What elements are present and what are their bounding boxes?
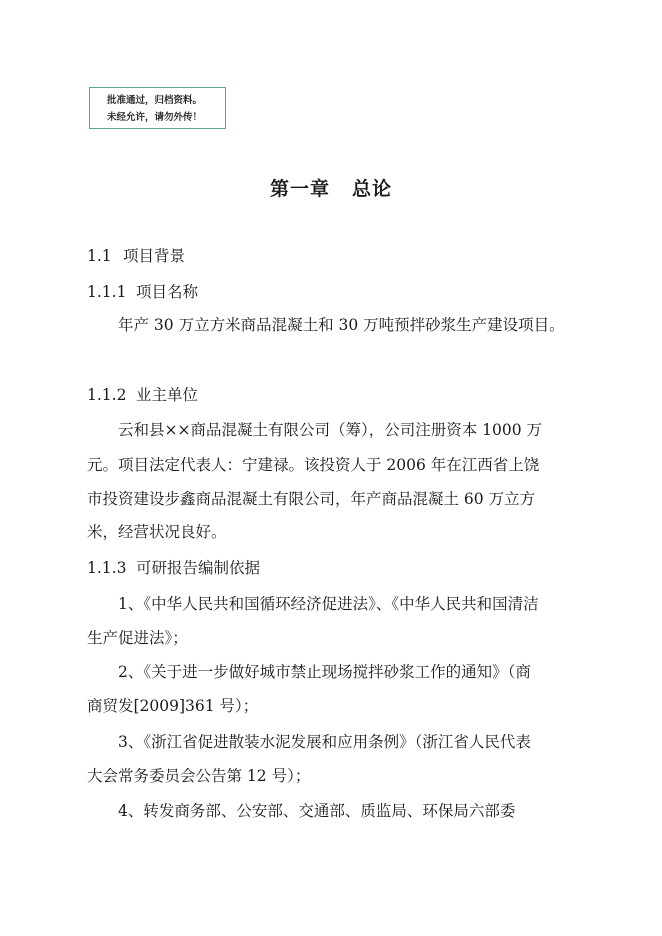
project-name-text: 年产 30 万立方米商品混凝土和 30 万吨预拌砂浆生产建设项目。 [118,316,565,334]
section-title: 项目名称 [136,283,199,301]
basis-text-line: 商贸发[2009]361 号）； [87,697,259,715]
section-heading-1-1-3 [87,557,260,579]
owner-text-line: 元。项目法定代表人：宁建禄。该投资人于 2006 年在江西省上饶 [87,456,540,474]
owner-text-line: 米，经营状况良好。 [87,523,227,541]
stamp-line-1: 批准通过，归档资料。 [107,95,203,106]
chapter-number: 第一章 [269,178,330,200]
basis-text-line: 大会常务委员会公告第 12 号）； [87,767,311,785]
basis-text-line: 4、转发商务部、公安部、交通部、质监局、环保局六部委 [118,802,516,820]
section-number: 1.1 [87,247,112,265]
section-heading-1-1-1 [87,281,198,303]
section-title: 可研报告编制依据 [136,559,261,577]
section-heading-1-1-2 [87,384,198,406]
owner-text-line: 市投资建设步鑫商品混凝土有限公司，年产商品混凝土 60 万立方 [87,490,536,508]
stamp-line-2: 未经允许，请勿外传！ [107,112,203,123]
section-number: 1.1.3 [87,559,127,577]
section-heading-1-1 [87,245,185,267]
basis-text-line: 2、《关于进一步做好城市禁止现场搅拌砂浆工作的通知》（商 [118,663,531,681]
section-title: 业主单位 [136,386,199,404]
chapter-name: 总论 [352,178,393,200]
basis-text-line: 生产促进法》； [87,629,188,647]
section-number: 1.1.1 [87,283,127,301]
basis-text-line: 3、《浙江省促进散装水泥发展和应用条例》（浙江省人民代表 [118,733,531,751]
section-number: 1.1.2 [87,386,127,404]
basis-text-line: 1、《中华人民共和国循环经济促进法》、《中华人民共和国清洁 [118,595,539,613]
owner-text-line: 云和县××商品混凝土有限公司（筹），公司注册资本 1000 万 [118,421,543,439]
approval-stamp [89,87,226,129]
chapter-title [0,174,662,201]
section-title: 项目背景 [123,247,186,265]
